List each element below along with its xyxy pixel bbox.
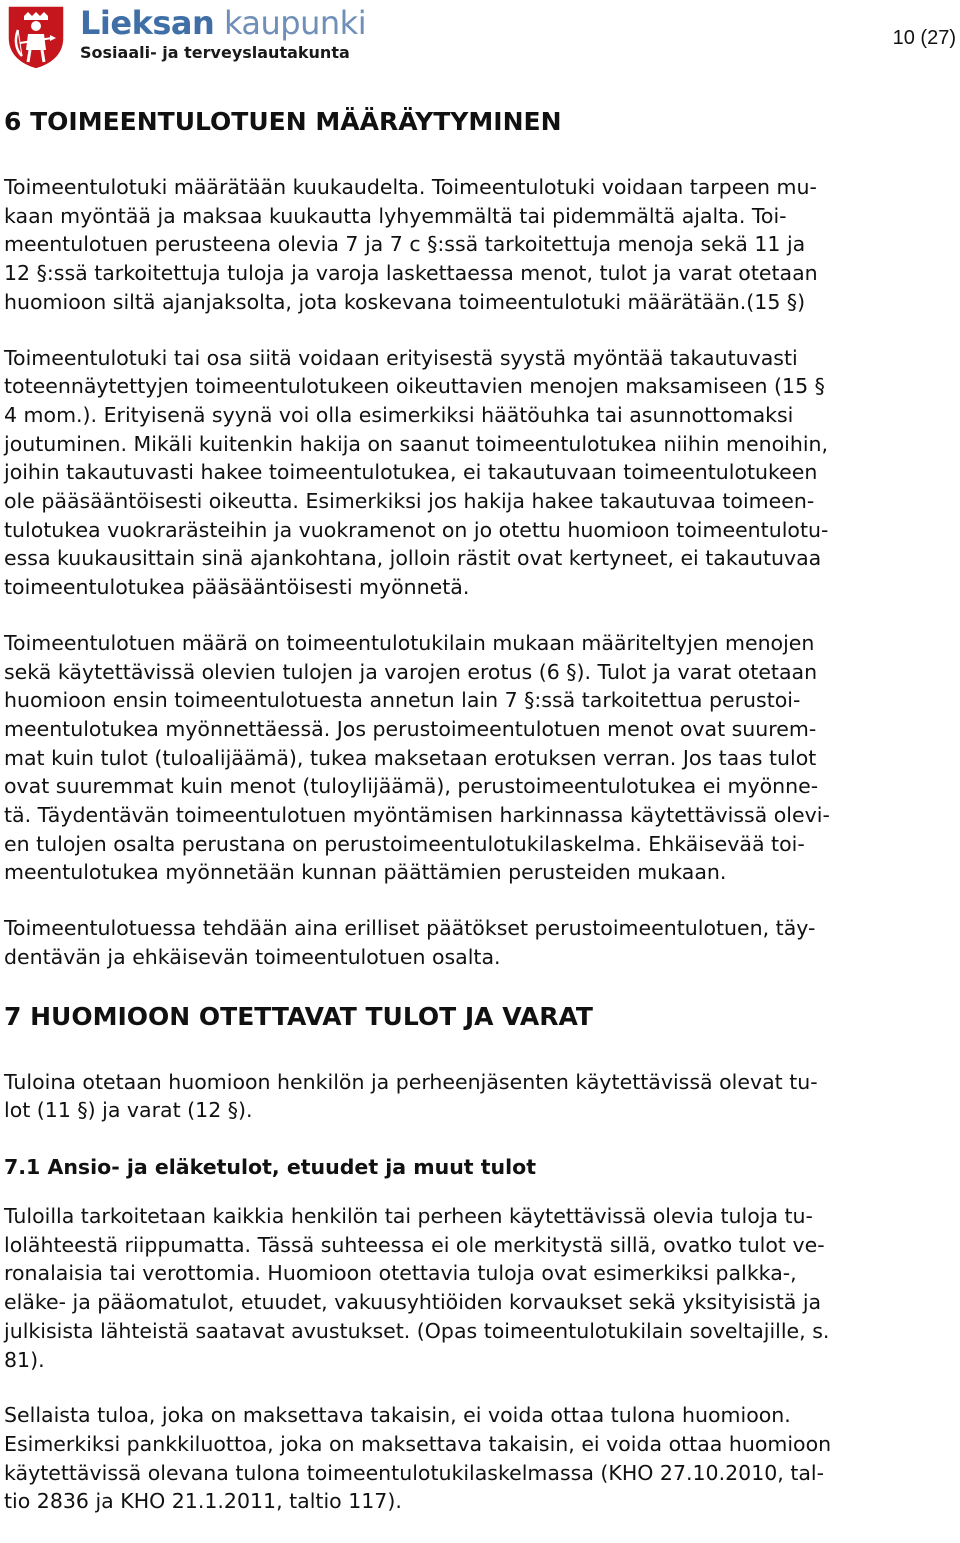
text-line: mat kuin tulot (tuloalijäämä), tukea maksetaan erotuksen verran. Jos taas tulot: [4, 745, 817, 770]
text-line: toteennäytettyjen toimeentulotukeen oikeuttavien menojen maksamiseen (15 §: [4, 374, 825, 399]
text-line: huomioon siltä ajanjaksolta, jota koskevana toimeentulotuki määrätään.(15 §): [4, 289, 806, 314]
text-line: meentulotuen perusteena olevia 7 ja 7 c §:ssä tarkoitettuja menoja sekä 11 ja: [4, 232, 806, 257]
text-line: joihin takautuvasti hakee toimeentulotukea, ei takautuvaan toimeentulotukeen: [4, 460, 818, 485]
text-line: Tuloina otetaan huomioon henkilön ja perheenjäsenten käytettävissä olevat tu-: [4, 1069, 818, 1094]
page-number: 10 (27): [892, 27, 956, 49]
text-line: tulotukea vuokrarästeihin ja vuokramenot on jo otettu huomioon toimeentulotu-: [4, 517, 829, 542]
page-header: [0, 0, 960, 78]
paragraph: [4, 344, 959, 602]
brand-subtitle: Sosiaali- ja terveyslautakunta: [80, 43, 350, 62]
text-line: 81).: [4, 1347, 45, 1372]
brand-wordmark: [80, 4, 380, 66]
paragraph: [4, 173, 959, 317]
lieksa-coat-of-arms-icon: [4, 2, 68, 70]
text-line: lot (11 §) ja varat (12 §).: [4, 1098, 253, 1123]
paragraph: [4, 1401, 959, 1516]
brand-city: Lieksan: [80, 4, 215, 42]
section-heading: 7 HUOMIOON OTETTAVAT TULOT JA VARAT: [4, 1001, 593, 1031]
text-line: essa kuukausittain sinä ajankohtana, jolloin rästit ovat kertyneet, ei takautuvaa: [4, 546, 822, 571]
text-line: meentulotukea myönnetään kunnan päättämien perusteiden mukaan.: [4, 860, 727, 885]
text-line: huomioon ensin toimeentulotuesta annetun lain 7 §:ssä tarkoitettua perustoi-: [4, 688, 801, 713]
text-line: sekä käytettävissä olevien tulojen ja varojen erotus (6 §). Tulot ja varat otetaan: [4, 659, 818, 684]
text-line: kaan myöntää ja maksaa kuukautta lyhyemmältä tai pidemmältä ajalta. Toi-: [4, 203, 787, 228]
text-line: ronalaisia tai verottomia. Huomioon otettavia tuloja ovat esimerkiksi palkka-,: [4, 1261, 797, 1286]
text-line: lolähteestä riippumatta. Tässä suhteessa ei ole merkitystä sillä, ovatko tulot ve-: [4, 1232, 825, 1257]
paragraph: [4, 1202, 959, 1374]
document-body: [4, 104, 959, 1543]
paragraph: [4, 1068, 959, 1125]
text-line: Toimeentulotuen määrä on toimeentulotukilain mukaan määriteltyjen menojen: [4, 630, 815, 655]
text-line: ovat suuremmat kuin menot (tuloylijäämä), perustoimeentulotukea ei myönne-: [4, 774, 819, 799]
text-line: Tuloilla tarkoitetaan kaikkia henkilön tai perheen käytettävissä olevia tuloja tu-: [4, 1203, 813, 1228]
brand-word: kaupunki: [223, 4, 367, 42]
section-heading: 6 TOIMEENTULOTUEN MÄÄRÄYTYMINEN: [4, 107, 562, 136]
text-line: meentulotukea myönnettäessä. Jos perustoimeentulotuen menot ovat suurem-: [4, 716, 817, 741]
text-line: ole pääsääntöisesti oikeutta. Esimerkiksi jos hakija hakee takautuvaa toimeen-: [4, 489, 815, 514]
text-line: tio 2836 ja KHO 21.1.2011, taltio 117).: [4, 1489, 402, 1514]
text-line: Sellaista tuloa, joka on maksettava takaisin, ei voida ottaa tulona huomioon.: [4, 1403, 791, 1428]
text-line: julkisista lähteistä saatavat avustukset. (Opas toimeentulotukilain soveltajille, s.: [4, 1318, 830, 1343]
text-line: en tulojen osalta perustana on perustoimeentulotukilaskelma. Ehkäisevää toi-: [4, 831, 805, 856]
text-line: Esimerkiksi pankkiluottoa, joka on maksettava takaisin, ei voida ottaa huomioon: [4, 1431, 832, 1456]
text-line: toimeentulotukea pääsääntöisesti myönnetä.: [4, 575, 470, 600]
text-line: dentävän ja ehkäisevän toimeentulotuen osalta.: [4, 944, 501, 969]
paragraph: [4, 629, 959, 887]
text-line: 4 mom.). Erityisenä syynä voi olla esimerkiksi häätöuhka tai asunnottomaksi: [4, 402, 794, 427]
brand-title: [80, 4, 366, 42]
text-line: Toimeentulotuki määrätään kuukaudelta. Toimeentulotuki voidaan tarpeen mu-: [4, 175, 817, 199]
text-line: joutuminen. Mikäli kuitenkin hakija on saanut toimeentulotukea niihin menoihin,: [4, 431, 829, 456]
text-line: Toimeentulotuessa tehdään aina erilliset päätökset perustoimeentulotuen, täy-: [4, 916, 816, 941]
section-heading: 7.1 Ansio- ja eläketulot, etuudet ja muut tulot: [4, 1154, 537, 1179]
text-line: eläke- ja pääomatulot, etuudet, vakuusyhtiöiden korvaukset sekä yksityisistä ja: [4, 1290, 822, 1315]
text-line: Toimeentulotuki tai osa siitä voidaan erityisestä syystä myöntää takautuvasti: [4, 345, 798, 370]
text-line: käytettävissä olevana tulona toimeentulotukilaskelmassa (KHO 27.10.2010, tal-: [4, 1460, 825, 1485]
text-line: 12 §:ssä tarkoitettuja tuloja ja varoja laskettaessa menot, tulot ja varat otetaan: [4, 261, 818, 286]
paragraph: [4, 914, 959, 971]
text-line: tä. Täydentävän toimeentulotuen myöntämisen harkinnassa käytettävissä olevi-: [4, 803, 830, 828]
